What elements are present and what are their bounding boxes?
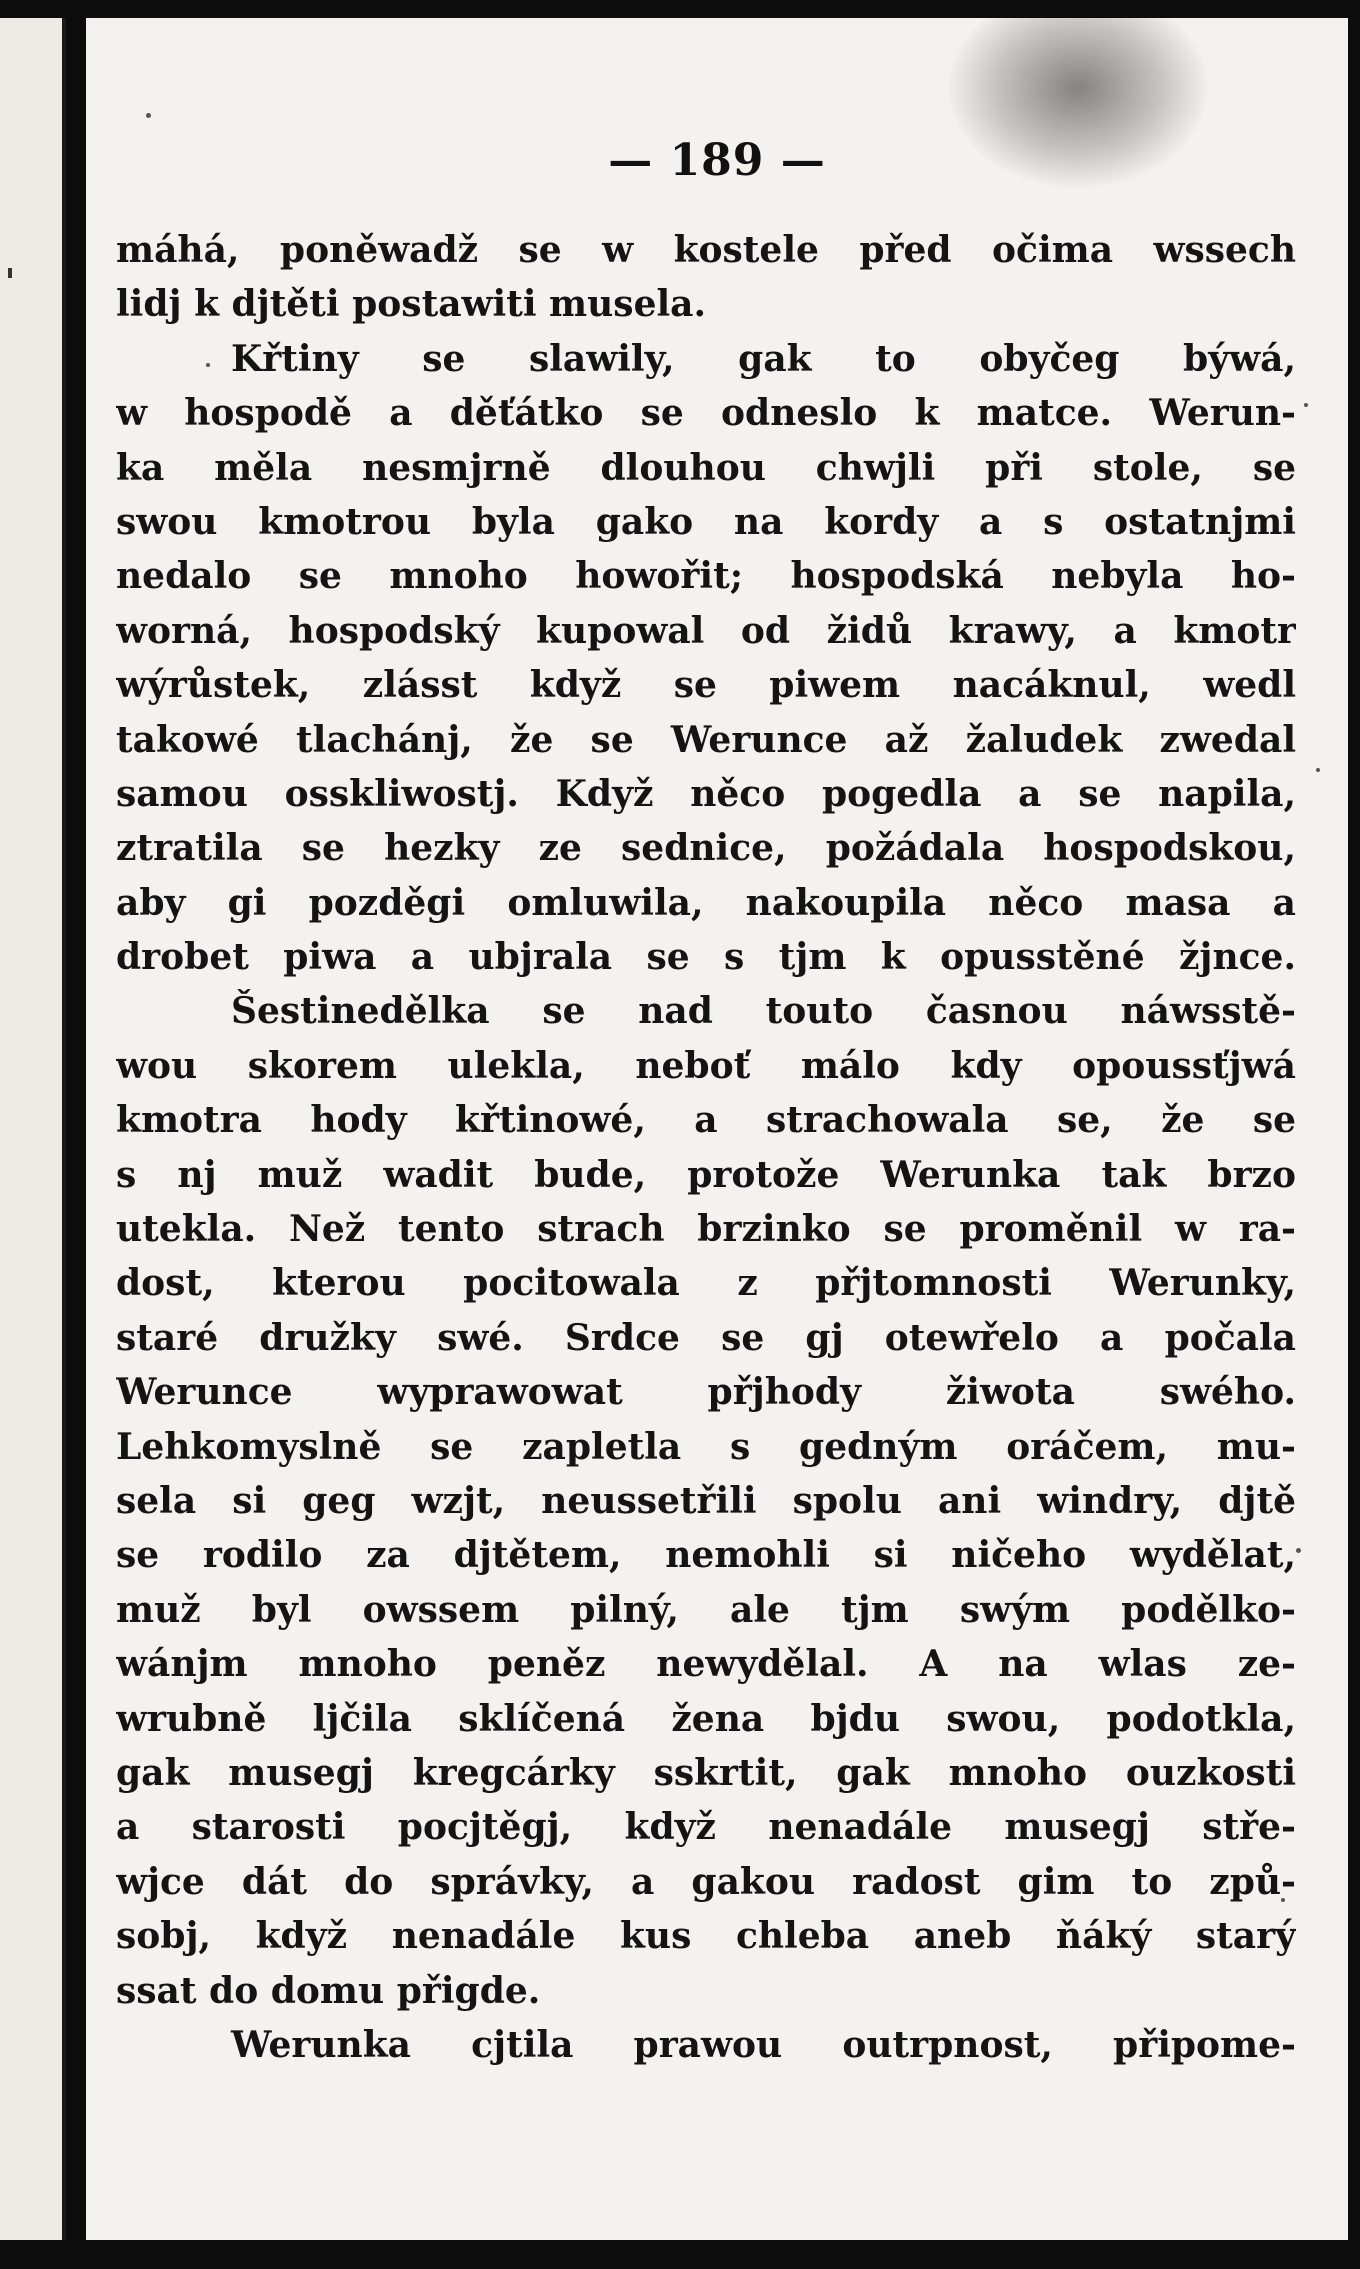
text-line: utekla. Než tento strach brzinko se proměnil w ra- [116,1208,1296,1251]
text-line: ztratila se hezky ze sednice, požádala hospodskou, [116,827,1296,870]
text-line: sobj, když nenadále kus chleba aneb ňáký starý [116,1915,1296,1958]
text-line: wrubně ljčila sklíčená žena bjdu swou, podotkla, [116,1697,1296,1740]
speckle [146,113,151,118]
text-line: Šestinedělka se nad touto časnou náwsstě- [231,990,1296,1033]
text-line: sela si geg wzjt, neussetřili spolu ani windry, djtě [116,1479,1296,1522]
speckle [1316,768,1320,772]
scan-border [1348,0,1360,2269]
page-number: — 189 — [608,135,826,186]
text-line: kmotra hody křtinowé, a strachowala se, že se [116,1099,1296,1142]
text-line: wjce dát do správky, a gakou radost gim to způ- [116,1860,1296,1903]
text-line: nedalo se mnoho howořit; hospodská nebyla ho- [116,555,1296,598]
page-edge-mark [8,268,12,278]
text-line: máhá, poněwadž se w kostele před očima wssech [116,229,1296,271]
text-line: dost, kterou pocitowala z přjtomnosti Werunky, [116,1262,1296,1305]
text-line: takowé tlachánj, že se Werunce až žaludek zwedal [116,718,1296,761]
text-line: samou osskliwostj. Když něco pogedla a se napila, [116,772,1296,815]
body-text [116,223,1296,2072]
text-line: staré družky swé. Srdce se gj otewřelo a počala [116,1316,1296,1359]
text-line: wýrůstek, zlásst když se piwem nacáknul, wedl [116,664,1296,707]
text-line: muž byl owssem pilný, ale tjm swým podělko- [116,1588,1296,1631]
text-line: ka měla nesmjrně dlouhou chwjli při stole, se [116,446,1296,489]
text-line: a starosti pocjtěgj, když nenadále musegj stře- [116,1806,1296,1849]
text-line: s nj muž wadit bude, protože Werunka tak brzo [116,1153,1296,1196]
text-line: lidj k djtěti postawiti musela. [116,283,707,326]
text-line: gak musegj kregcárky sskrtit, gak mnoho ouzkosti [116,1751,1296,1794]
text-line: Lehkomyslně se zapletla s gedným oráčem, mu- [116,1425,1296,1468]
text-line: worná, hospodský kupowal od židů krawy, a kmotr [116,609,1296,652]
text-line: swou kmotrou byla gako na kordy a s ostatnjmi [116,500,1296,543]
text-line: Křtiny se slawily, gak to obyčeg býwá, [231,337,1296,380]
speckle [1296,1548,1301,1553]
text-line: Werunce wyprawowat přjhody žiwota swého. [116,1371,1296,1414]
text-line: wou skorem ulekla, neboť málo kdy opoussťjwá [116,1044,1296,1087]
speckle [1304,403,1308,407]
book-page [86,18,1348,2240]
text-line: ssat do domu přigde. [116,1969,541,2012]
text-line: w hospodě a děťátko se odneslo k matce. Werun- [116,392,1296,435]
adjacent-page-edge [0,18,66,2240]
text-line: drobet piwa a ubjrala se s tjm k opusstěné žjnce. [116,936,1296,979]
text-line: aby gi pozděgi omluwila, nakoupila něco masa a [116,881,1296,924]
text-line: Werunka cjtila prawou outrpnost, připome- [231,2023,1296,2066]
text-line: wánjm mnoho peněz newydělal. A na wlas ze- [116,1643,1296,1686]
text-line: se rodilo za djtětem, nemohli si ničeho wydělat, [116,1534,1296,1577]
